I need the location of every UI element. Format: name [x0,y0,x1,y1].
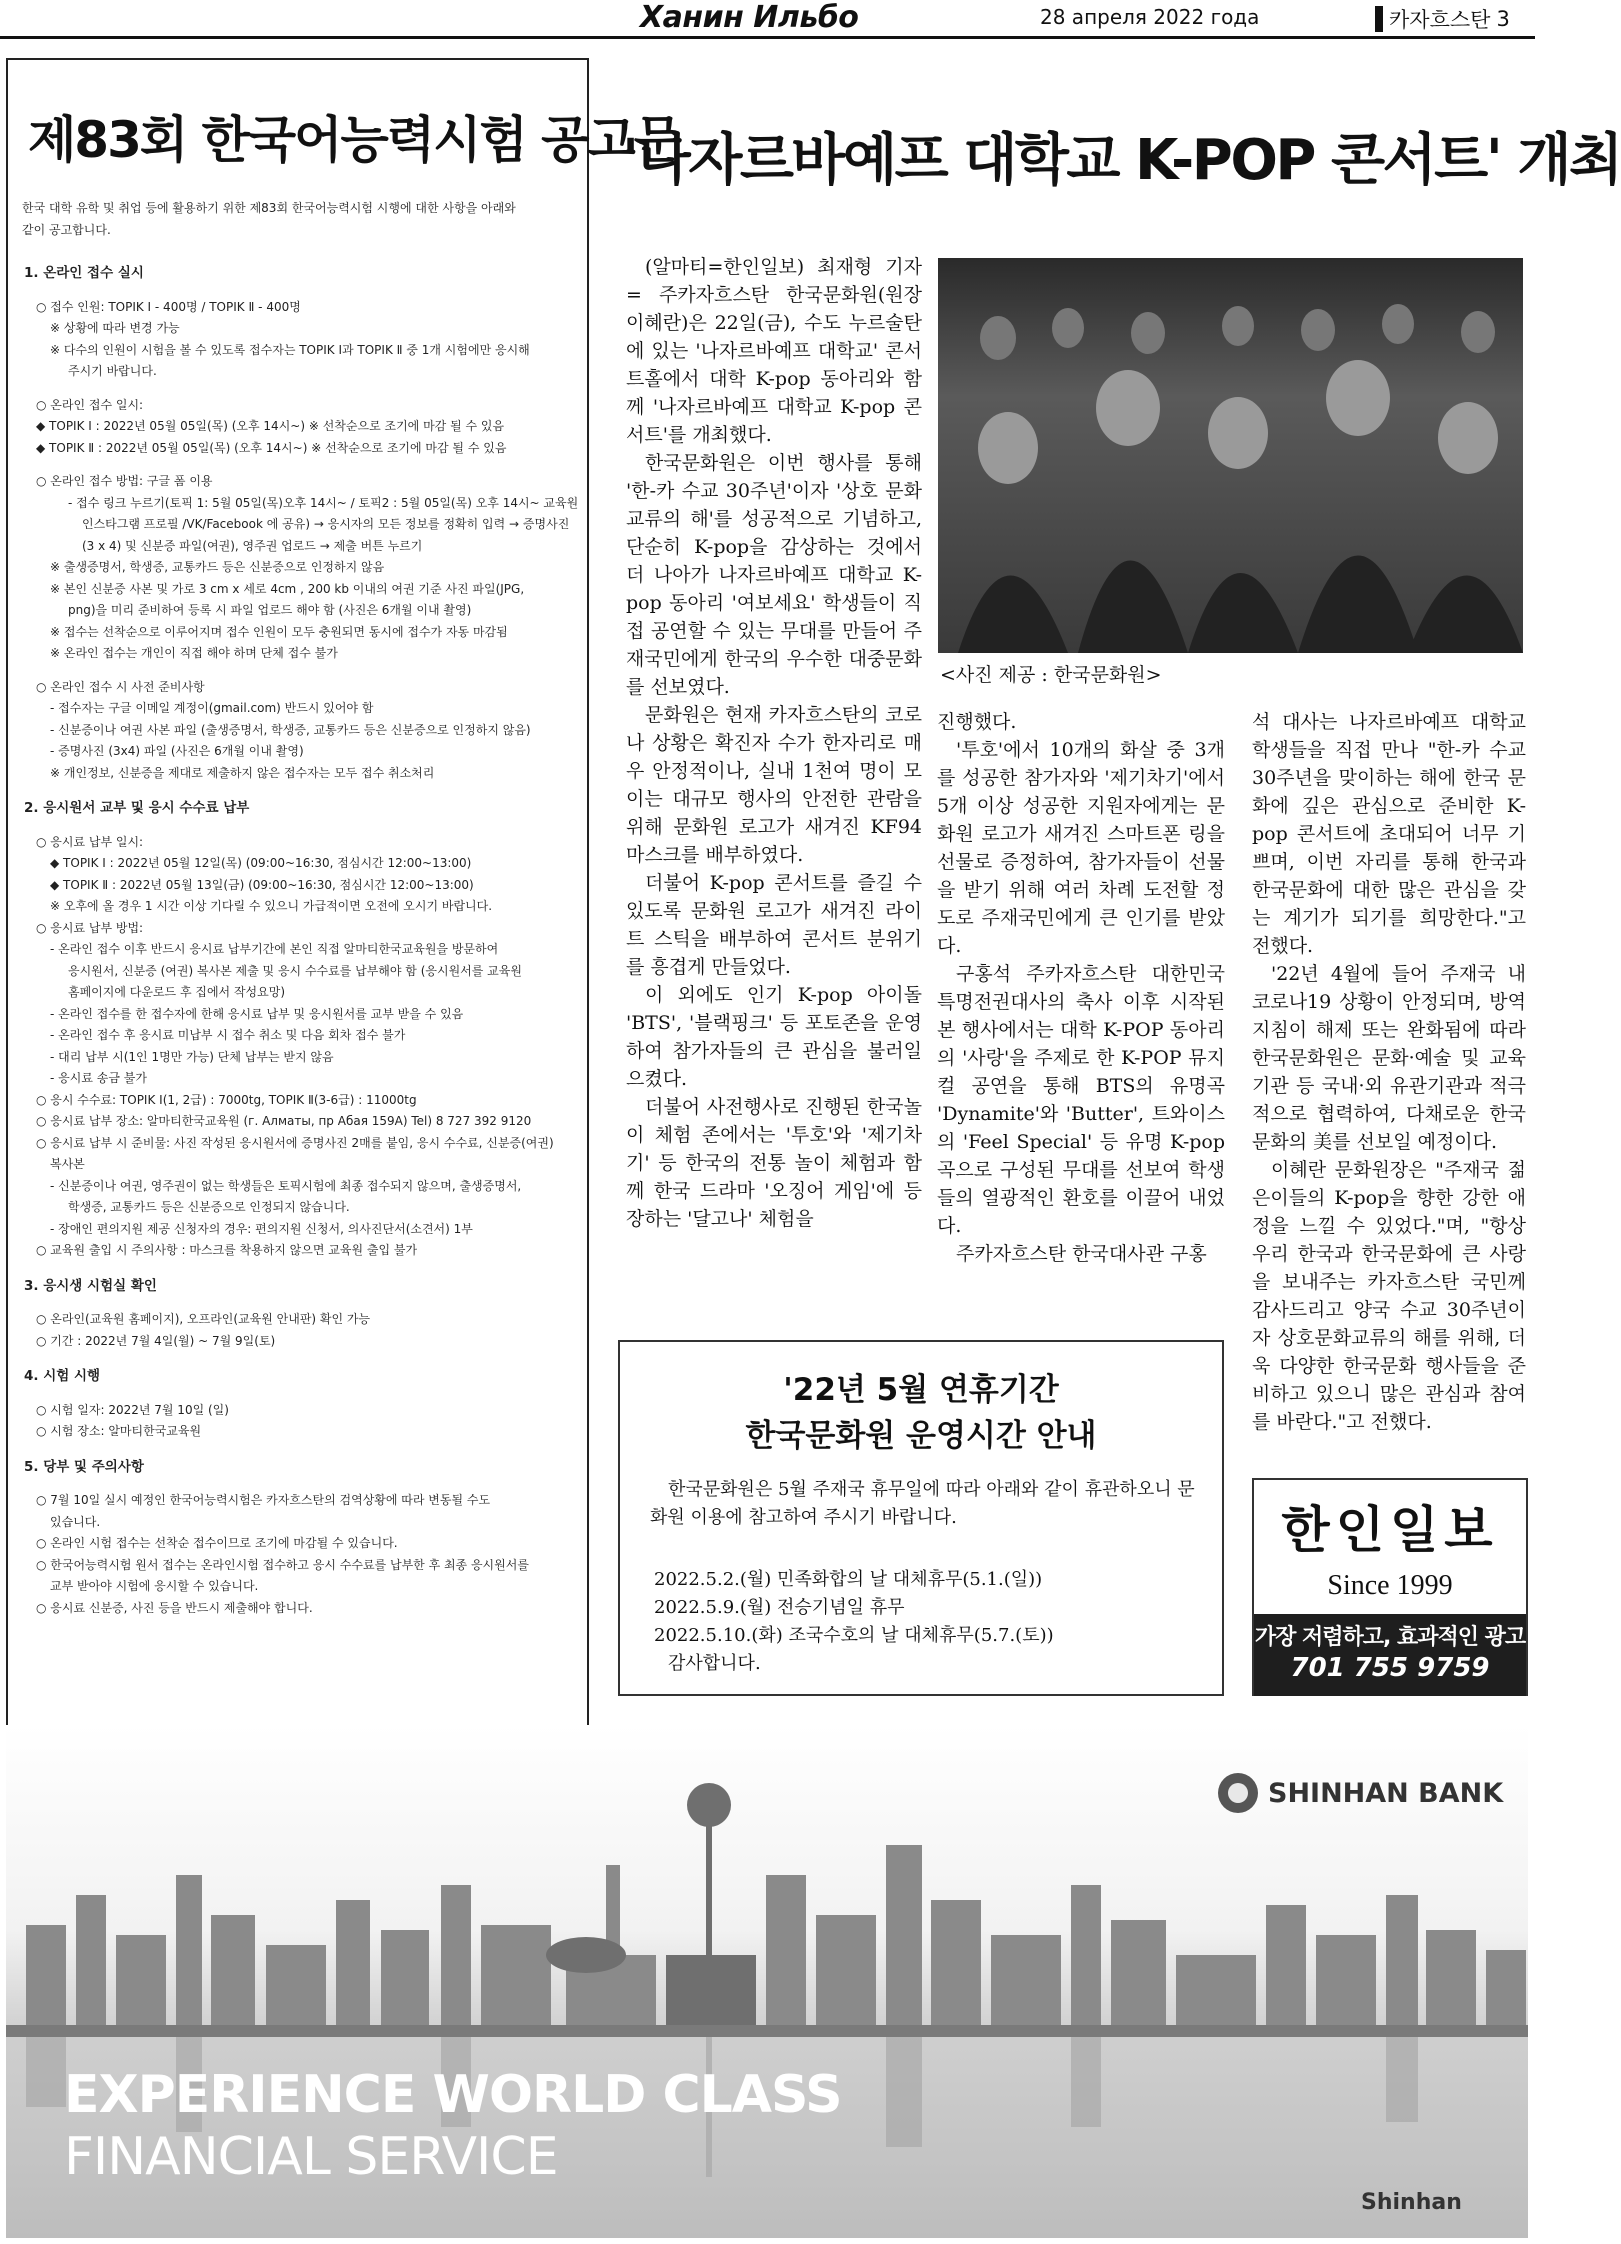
notice-line: (3 x 4) 및 신분증 파일(여권), 영주권 업로드 → 제출 버튼 누르기 [82,538,423,553]
notice-line: ○ 응시료 납부 일시: [36,834,144,849]
page-number: 3 [1496,7,1510,31]
article-paragraph: 이 외에도 인기 K-pop 아이돌 'BTS', '블랙핑크' 등 포토존을 운영하여 참가자들의 큰 관심을 불러일으켰다. [626,984,922,1090]
article-column-2 [937,708,1225,1268]
article-paragraph: 더불어 사전행사로 진행된 한국놀이 체험 존에서는 '투호'와 '제기차기' 등 한국의 전통 놀이 체험과 함께 한국 드라마 '오징어 게임'에 등장하는 '달고나' 체험을 [626,1096,922,1230]
photo-caption: <사진 제공 : 한국문화원> [940,664,1162,686]
hanin-ilbo-ad [1252,1478,1528,1696]
notice-section-heading: 2. 응시원서 교부 및 응시 수수료 납부 [24,800,250,816]
holiday-intro: 한국문화원은 5월 주재국 휴무일에 따라 아래와 같이 휴관하오니 문화원 이용에 참고하여 주시기 바랍니다. [650,1479,1195,1528]
notice-line: ※ 오후에 올 경우 1 시간 이상 기다릴 수 있으니 가급적이면 오전에 오시기 바랍니다. [50,899,493,913]
article-paragraph: '22년 4월에 들어 주재국 내 코로나19 상황이 안정되며, 방역지침이 해제 또는 완화됨에 따라 한국문화원은 문화·예술 및 교육기관 등 국내·외 유관기관과 적극적으로 협력하여, 다채로운 한국문화의 美를 선보일 예정이다. [1252,963,1526,1153]
shinhan-tag: Shinhan [1361,2190,1462,2215]
notice-line: 교부 받아야 시험에 응시할 수 있습니다. [50,1579,259,1593]
holiday-title-2: 한국문화원 운영시간 안내 [745,1418,1097,1454]
ad-phone: 701 755 9759 [1290,1653,1490,1683]
notice-line: - 응시료 송금 불가 [50,1071,147,1085]
notice-intro-line: 같이 공고합니다. [22,222,111,237]
notice-line: ○ 온라인 시험 접수는 선착순 접수이므로 조기에 마감될 수 있습니다. [36,1536,398,1550]
notice-line: ※ 상황에 따라 변경 가능 [50,321,180,335]
notice-line: 인스타그램 프로필 /VK/Facebook 에 공유) → 응시자의 모든 정보를 정확히 입력 → 증명사진 [82,517,570,531]
holiday-title-1: '22년 5월 연휴기간 [783,1372,1059,1408]
shinhan-brand-name: SHINHAN BANK [1268,1777,1504,1809]
notice-line: ○ 7월 10일 실시 예정인 한국어능력시험은 카자흐스탄의 검역상황에 따라 변동될 수도 [36,1493,491,1507]
notice-line: ○ 온라인 접수 방법: 구글 폼 이용 [36,474,213,488]
notice-line: ○ 온라인 접수 일시: [36,397,144,412]
notice-line: ※ 출생증명서, 학생증, 교통카드 등은 신분증으로 인정하지 않음 [50,560,385,574]
header-rule [0,36,1535,39]
article-column-3 [1252,708,1526,1436]
notice-line: - 신분증이나 여권 사본 파일 (출생증명서, 학생증, 교통카드 등은 신분증으로 인정하지 않음) [50,722,531,737]
notice-line: ◆ TOPIK Ⅱ : 2022년 05월 05일(목) (오후 14시~) ※ 선착순으로 조기에 마감 될 수 있음 [36,440,507,455]
notice-line: ○ 응시료 납부 방법: [36,920,144,935]
article-paragraph: (알마티=한인일보) 최재형 기자 = 주카자흐스탄 한국문화원(원장 이혜란)은 22일(금), 수도 누르술탄에 있는 '나자르바예프 대학교' 콘서트홀에서 대학 K-pop 동아리와 함께 '나자르바예프 대학교 K-pop 콘서트'를 개최했다. [626,256,922,446]
notice-line: ○ 응시 수수료: TOPIK Ⅰ(1, 2급) : 7000tg, TOPIK Ⅱ(3-6급) : 11000tg [36,1092,417,1107]
notice-line: - 온라인 접수 이후 반드시 응시료 납부기간에 본인 직접 알마티한국교육원을 방문하여 [50,942,499,956]
notice-line: ※ 접수는 선착순으로 이루어지며 접수 인원이 모두 충원되면 동시에 접수가 자동 마감됨 [50,624,508,639]
ad-since: Since 1999 [1327,1570,1453,1601]
notice-section-heading: 1. 온라인 접수 실시 [24,265,144,281]
holiday-item: 2022.5.2.(월) 민족화합의 날 대체휴무(5.1.(일)) [654,1569,1043,1590]
article-paragraph: 진행했다. [937,711,1017,733]
notice-line: - 신분증이나 여권, 영주권이 없는 학생들은 토픽시험에 최종 접수되지 않으며, 출생증명서, [50,1178,522,1193]
notice-line: ○ 온라인(교육원 홈페이지), 오프라인(교육원 안내판) 확인 가능 [36,1312,371,1326]
notice-section-heading: 3. 응시생 시험실 확인 [24,1277,157,1294]
holiday-item: 2022.5.10.(화) 조국수호의 날 대체휴무(5.7.(토)) [654,1625,1054,1646]
notice-body [18,198,578,1619]
notice-line: - 장애인 편의지원 제공 신청자의 경우: 편의지원 신청서, 의사진단서(소견서) 1부 [50,1221,473,1236]
notice-spacer [18,383,578,395]
notice-line: - 접수 링크 누르기(토픽 1: 5월 05일(목)오후 14시~ / 토픽2 : 5월 05일(목) 오후 14시~ 교육원 [68,495,579,510]
holiday-list [654,1566,1054,1678]
notice-line: ※ 본인 신분증 사본 및 가로 3 cm x 세로 4cm , 200 kb 이내의 여권 기준 사진 파일(JPG, [50,581,525,596]
notice-section-heading: 4. 시험 시행 [24,1368,101,1384]
notice-line: ※ 온라인 접수는 개인이 직접 해야 하며 단체 접수 불가 [50,646,338,660]
notice-title: 제83회 한국어능력시험 공고문 [28,111,680,169]
holiday-thanks: 감사합니다. [668,1653,761,1674]
notice-line: - 증명사진 (3x4) 파일 (사진은 6개월 이내 촬영) [50,744,304,758]
notice-intro-line: 한국 대학 유학 및 취업 등에 활용하기 위한 제83회 한국어능력시험 시행에 대한 사항을 아래와 [22,201,516,215]
article-paragraph: 구홍석 주카자흐스탄 대한민국 특명전권대사의 축사 이후 시작된 본 행사에서는 대학 K-POP 동아리의 '사랑'을 주제로 한 K-POP 뮤지컬 공연을 통해 BTS의 유명곡 'Dynamite'와 'Butter', 트와이스의 'Feel Special' 등 유명 K-pop 곡으로 구성된 무대를 선보여 학생들의 열광적인 환호를 이끌어 내었다. [937,963,1225,1237]
notice-spacer [18,665,578,677]
notice-line: 있습니다. [50,1514,101,1529]
section-name: 카자흐스탄 [1389,8,1491,32]
section-label [1375,4,1510,34]
article-paragraph: 한국문화원은 이번 행사를 통해 '한-카 수교 30주년'이자 '상호 문화교류의 해'를 성공적으로 기념하고, 단순히 K-pop을 감상하는 것에서 더 나아가 나자르바예프 대학교 K-pop 동아리 '여보세요' 학생들이 직접 공연할 수 있는 무대를 만들어 주재국민에게 한국의 우수한 대중문화를 선보였다. [626,452,922,698]
hanin-ilbo-logo: 한인일보 [1281,1500,1499,1559]
notice-spacer [18,459,578,471]
notice-line: ○ 접수 인원: TOPIK Ⅰ - 400명 / TOPIK Ⅱ - 400명 [36,299,301,314]
ad-contact-band [1254,1614,1526,1696]
notice-line: 홈페이지에 다운로드 후 집에서 작성요망) [68,985,286,999]
notice-section-heading: 5. 당부 및 주의사항 [24,1458,144,1475]
notice-line: ※ 개인정보, 신분증을 제대로 제출하지 않은 접수자는 모두 접수 취소처리 [50,765,435,780]
notice-line: ○ 기간 : 2022년 7월 4일(월) ~ 7월 9일(토) [36,1333,276,1348]
notice-line: - 온라인 접수 후 응시료 미납부 시 접수 취소 및 다음 회차 접수 불가 [50,1028,406,1042]
notice-line: 주시기 바랍니다. [68,364,157,378]
article-paragraph: 이혜란 문화원장은 "주재국 젊은이들의 K-pop을 향한 강한 애정을 느낄 수 있었다."며, "항상 우리 한국과 한국문화에 큰 사랑을 보내주는 카자흐스탄 국민께 감사드리고 양국 수교 30주년이자 상호문화교류의 해를 위해, 더욱 다양한 한국문화 행사들을 준비하고 있으니 많은 관심과 참여를 바란다."고 전했다. [1252,1159,1526,1433]
notice-line: ○ 온라인 접수 시 사전 준비사항 [36,679,205,694]
bank-slogan-line-2: FINANCIAL SERVICE [64,2127,558,2187]
notice-line: ○ 응시료 납부 장소: 알마티한국교육원 (г. Алматы, пр Абая 159А) Tel) 8 727 392 9120 [36,1114,532,1128]
notice-line: ◆ TOPIK Ⅰ : 2022년 05월 05일(목) (오후 14시~) ※ 선착순으로 조기에 마감 될 수 있음 [36,419,505,433]
holiday-notice [618,1340,1224,1696]
notice-line: 응시원서, 신분증 (여권) 복사본 제출 및 응시 수수료를 납부해야 함 (응시원서를 교육원 [68,963,522,978]
article-headline: '나자르바예프 대학교 K-POP 콘서트' 개최 [622,128,1621,193]
bank-slogan-line-1: EXPERIENCE WORLD CLASS [64,2065,842,2125]
article-paragraph: '투호'에서 10개의 화살 중 3개를 성공한 참가자와 '제기차기'에서 5개 이상 성공한 지원자에게는 문화원 로고가 새겨진 스마트폰 링을 선물로 증정하여, 참가자들이 선물을 받기 위해 여러 차례 도전할 정도로 주재국민에게 큰 인기를 받았다. [937,739,1225,957]
notice-line: ○ 시험 일자: 2022년 7월 10일 (일) [36,1402,229,1417]
shinhan-bank-ad [6,1725,1528,2238]
ad-slogan: 가장 저렴하고, 효과적인 광고 [1254,1625,1526,1650]
shinhan-brand [1218,1773,1503,1813]
notice-line: ○ 응시료 납부 시 준비물: 사진 작성된 응시원서에 증명사진 2매를 붙임, 응시 수수료, 신분증(여권) [36,1135,554,1150]
notice-line: ○ 시험 장소: 알마티한국교육원 [36,1424,202,1438]
notice-line: 학생증, 교통카드 등은 신분증으로 인정되지 않습니다. [68,1200,350,1214]
notice-line: - 온라인 접수를 한 접수자에 한해 응시료 납부 및 응시원서를 교부 받을 수 있음 [50,1006,464,1021]
notice-line: - 대리 납부 시(1인 1명만 가능) 단체 납부는 받지 않음 [50,1049,334,1064]
article-paragraph: 문화원은 현재 카자흐스탄의 코로나 상황은 확진자 수가 한자리로 매우 안정적이나, 실내 1천여 명이 모이는 대규모 행사의 안전한 관람을 위해 문화원 로고가 새겨진 KF94 마스크를 배부하였다. [626,704,922,866]
holiday-item: 2022.5.9.(월) 전승기념일 휴무 [654,1597,905,1618]
article-column-1 [626,253,922,1233]
article-paragraph: 더불어 K-pop 콘서트를 즐길 수 있도록 문화원 로고가 새겨진 라이트 스틱을 배부하여 콘서트 분위기를 흥겹게 만들었다. [626,872,922,978]
shinhan-logo-icon [1218,1773,1258,1813]
notice-line: ※ 다수의 인원이 시험을 볼 수 있도록 접수자는 TOPIK Ⅰ과 TOPIK Ⅱ 중 1개 시험에만 응시해 [50,342,530,357]
notice-line: ○ 응시료 신분증, 사진 등을 반드시 제출해야 합니다. [36,1600,313,1615]
notice-line: ○ 한국어능력시험 원서 접수는 온라인시험 접수하고 응시 수수료를 납부한 후 최종 응시원서를 [36,1557,529,1572]
article-paragraph: 주카자흐스탄 한국대사관 구홍 [956,1243,1207,1265]
notice-line: ○ 교육원 출입 시 주의사항 : 마스크를 착용하지 않으면 교육원 출입 불가 [36,1243,418,1257]
notice-intro [22,198,578,241]
section-bar [1375,6,1383,32]
issue-date: 28 апреля 2022 года [1040,5,1260,29]
notice-line: ◆ TOPIK Ⅱ : 2022년 05월 13일(금) (09:00~16:30, 점심시간 12:00~13:00) [50,877,474,892]
masthead: Ханин Ильбо [640,0,859,35]
notice-line: ◆ TOPIK Ⅰ : 2022년 05월 12일(목) (09:00~16:30, 점심시간 12:00~13:00) [50,856,472,870]
article-paragraph: 석 대사는 나자르바예프 대학교 학생들을 직접 만나 "한-카 수교 30주년을 맞이하는 해에 한국 문화에 깊은 관심으로 준비한 K-pop 콘서트에 초대되어 너무 기쁘며, 이번 자리를 통해 한국과 한국문화에 대한 많은 관심을 갖는 계기가 되기를 희망한다."고 전했다. [1252,711,1526,957]
notice-line: - 접수자는 구글 이메일 계정이(gmail.com) 반드시 있어야 함 [50,701,374,715]
notice-line: 복사본 [50,1157,85,1171]
notice-line: png)을 미리 준비하여 등록 시 파일 업로드 해야 함 (사진은 6개월 이내 촬영) [68,603,472,617]
concert-photo [938,258,1523,653]
